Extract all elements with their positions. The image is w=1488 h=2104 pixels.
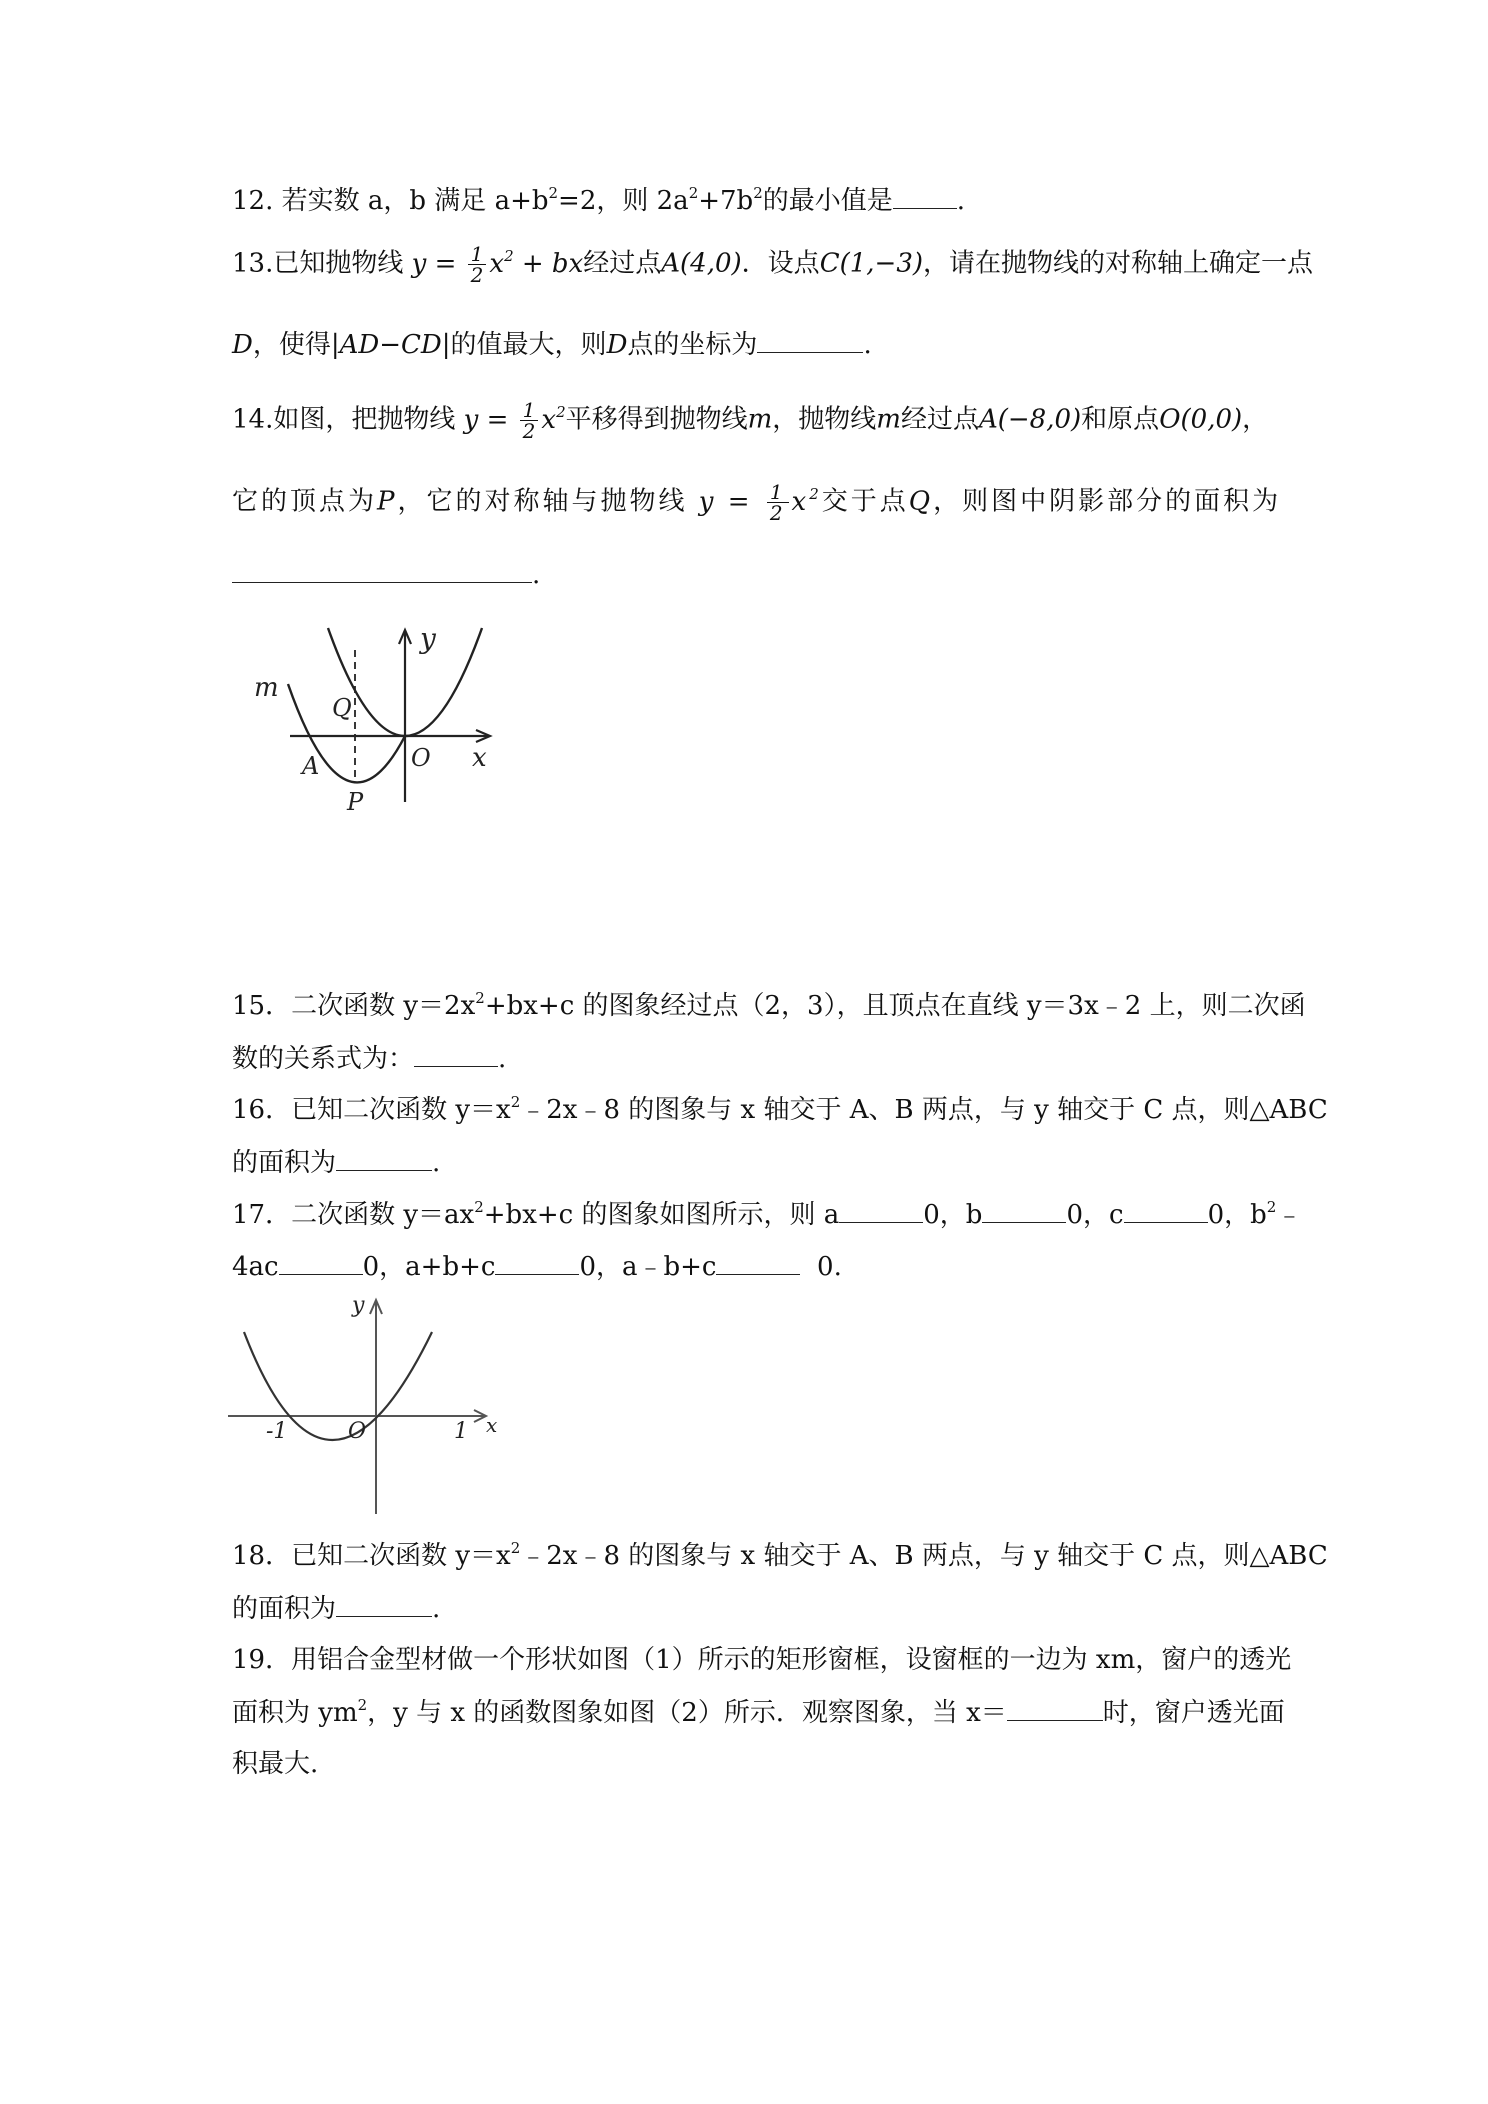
question-14-line2: 它的顶点为P，它的对称轴与抛物线 y = $\frac{1}{2}$ $x^2$交于点Q，则图中阴影部分的面积为: [232, 480, 1282, 525]
label-neg1: -1: [266, 1419, 288, 1444]
question-13: 13.已知抛物线 y = $\frac{1}{2}$ $x^2$ + bx经过点A(4,0)．设点C(1,−3)，请在抛物线的对称轴上确定一点: [232, 242, 1314, 287]
label-P: P: [347, 788, 364, 814]
answer-blank-13[interactable]: [757, 326, 863, 353]
answer-blank-16[interactable]: [336, 1144, 432, 1171]
question-19-line2: 面积为 $ym^2$，y 与 x 的函数图象如图（2）所示．观察图象，当 x＝ 时，窗户透光面: [232, 1696, 1285, 1728]
question-17-line2: 4ac 0，a+b+c 0，a﹣b+c 0.: [232, 1248, 1272, 1285]
question-18-line2: 的面积为 .: [232, 1590, 1272, 1627]
label-A: A: [302, 752, 320, 780]
question-14: 14.如图，把抛物线 y = $\frac{1}{2}$ $x^2$平移得到抛物线m，抛物线m经过点A(−8,0)和原点O(0,0)，: [232, 398, 1269, 443]
figure-17-parabola: [224, 1292, 514, 1522]
answer-blank-19[interactable]: [1007, 1694, 1103, 1721]
question-13-line2: D，使得|AD−CD|的值最大，则D点的坐标为 .: [232, 326, 1272, 363]
answer-blank-17-a[interactable]: [839, 1196, 923, 1223]
question-15-line2: 数的关系式为： .: [232, 1040, 1272, 1077]
label-x: x: [486, 1413, 498, 1437]
question-16: 16．已知二次函数 $y=x^2﹣2x﹣8$ 的图象与 x 轴交于 A、B 两点，与 y 轴交于 C 点，则△ABC: [232, 1093, 1328, 1125]
answer-blank-17-d[interactable]: [279, 1248, 363, 1275]
answer-blank-17-f[interactable]: [716, 1248, 800, 1275]
question-16-line2: 的面积为 .: [232, 1144, 1272, 1181]
answer-blank-17-e[interactable]: [495, 1248, 579, 1275]
question-19-line3: 积最大.: [232, 1749, 319, 1779]
figure-14-parabolas: [240, 614, 510, 814]
answer-blank-15[interactable]: [414, 1040, 498, 1067]
answer-blank-17-c[interactable]: [1124, 1196, 1208, 1223]
label-x: x: [472, 743, 487, 773]
question-15: 15．二次函数 $y=2x^2+bx+c$ 的图象经过点（2，3），且顶点在直线 y＝3x﹣2 上，则二次函: [232, 989, 1306, 1021]
question-14-line3: .: [232, 556, 1272, 593]
answer-blank-17-b[interactable]: [982, 1196, 1066, 1223]
question-19: 19．用铝合金型材做一个形状如图（1）所示的矩形窗框，设窗框的一边为 xm，窗户的透光: [232, 1645, 1292, 1675]
question-18: 18．已知二次函数 $y=x^2﹣2x﹣8$ 的图象与 x 轴交于 A、B 两点，与 y 轴交于 C 点，则△ABC: [232, 1539, 1328, 1571]
label-y: y: [352, 1293, 365, 1318]
label-O: O: [348, 1419, 367, 1444]
label-O: O: [411, 744, 431, 772]
answer-blank-12[interactable]: [893, 182, 957, 209]
answer-blank-18[interactable]: [336, 1590, 432, 1617]
label-1: 1: [454, 1419, 468, 1444]
question-12: 12. 若实数 a，b 满足 $a+b^2=2$，则 $2a^2+7b^2$的最小值是 .: [232, 184, 966, 216]
answer-blank-14[interactable]: [232, 556, 532, 583]
label-m: m: [254, 673, 279, 703]
formula-q14: y = $\frac{1}{2}$ $x^2$: [463, 398, 566, 443]
formula-q13: y = $\frac{1}{2}$ $x^2$ + bx: [411, 242, 584, 287]
question-17: 17．二次函数 $y=ax^2+bx+c$ 的图象如图所示，则 a 0，b 0，c 0，$b^2﹣$: [232, 1198, 1303, 1230]
label-Q: Q: [332, 694, 352, 722]
label-y: y: [420, 622, 436, 655]
formula-q14-b: y = $\frac{1}{2}$ $x^2$: [698, 480, 822, 525]
